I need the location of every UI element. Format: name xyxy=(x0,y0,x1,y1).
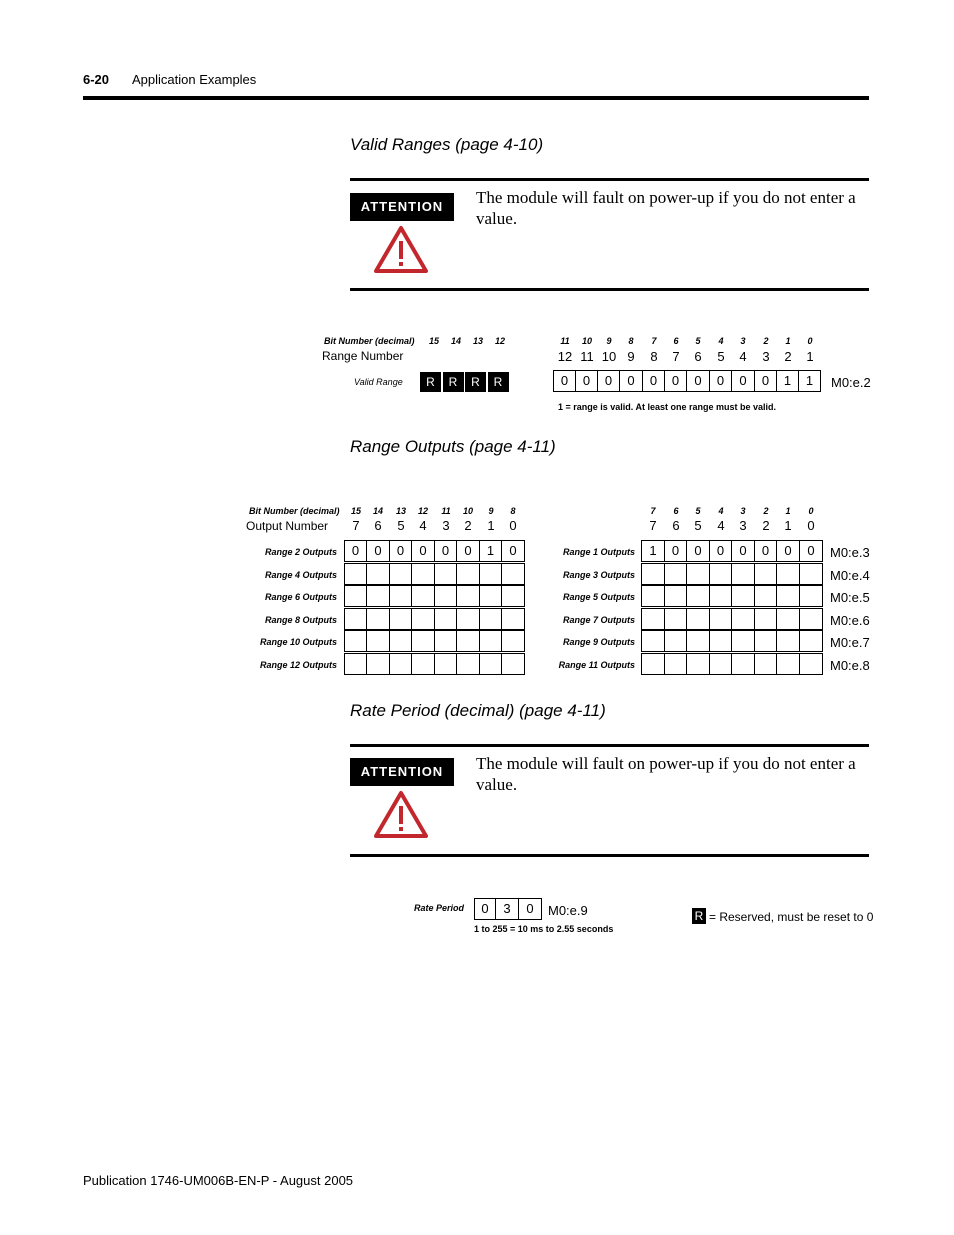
output-cell xyxy=(799,653,823,675)
output-cell: 0 xyxy=(456,540,480,562)
output-cell xyxy=(479,585,502,607)
bit-number: 14 xyxy=(450,336,461,346)
rate-period-label: Rate Period xyxy=(413,903,464,913)
row-address: M0:e.7 xyxy=(830,635,870,650)
rate-period-cell: 3 xyxy=(495,898,519,920)
output-cell: 0 xyxy=(501,540,525,562)
bit-number: 4 xyxy=(718,506,724,516)
output-cell xyxy=(664,563,687,585)
output-cell xyxy=(411,630,435,652)
output-cell xyxy=(709,563,732,585)
output-cell xyxy=(709,653,732,675)
output-number: 7 xyxy=(649,518,657,533)
header-rule xyxy=(83,96,869,100)
output-number: 2 xyxy=(464,518,472,533)
output-cell xyxy=(754,608,777,630)
bit-number: 14 xyxy=(372,506,383,516)
bit-number: 0 xyxy=(807,336,813,346)
range-number: 2 xyxy=(784,349,792,364)
output-cell xyxy=(389,653,412,675)
rate-period-address: M0:e.9 xyxy=(548,903,588,918)
bit-value-cell: 1 xyxy=(776,370,799,392)
bit-number: 9 xyxy=(606,336,612,346)
page-number: 6-20 xyxy=(83,72,110,87)
output-cell xyxy=(479,630,502,652)
output-cell xyxy=(501,653,525,675)
output-cell xyxy=(366,608,390,630)
bit-number: 10 xyxy=(581,336,592,346)
output-cell xyxy=(434,585,457,607)
bit-number: 13 xyxy=(472,336,483,346)
row-address: M0:e.3 xyxy=(830,545,870,560)
output-cell xyxy=(799,630,823,652)
bit-number: 2 xyxy=(763,336,769,346)
output-cell xyxy=(731,630,755,652)
row-label: Range 12 Outputs xyxy=(259,660,337,670)
warning-triangle-icon xyxy=(374,225,428,273)
row-label: Range 4 Outputs xyxy=(264,570,337,580)
output-cell xyxy=(389,585,412,607)
row-address: M0:e.6 xyxy=(830,613,870,628)
output-number-label: Output Number xyxy=(246,519,329,533)
output-cell: 0 xyxy=(776,540,800,562)
output-cell xyxy=(641,585,665,607)
output-cell xyxy=(686,653,710,675)
output-cell: 0 xyxy=(366,540,390,562)
output-cell xyxy=(501,630,525,652)
bit-number: 2 xyxy=(763,506,769,516)
output-cell xyxy=(434,653,457,675)
output-cell: 0 xyxy=(664,540,687,562)
output-cell: 0 xyxy=(731,540,755,562)
output-cell xyxy=(456,585,480,607)
bit-number: 7 xyxy=(650,506,656,516)
bit-number: 9 xyxy=(488,506,494,516)
range-number: 1 xyxy=(806,349,814,364)
output-cell xyxy=(709,630,732,652)
output-cell xyxy=(776,563,800,585)
output-number: 4 xyxy=(717,518,725,533)
output-cell: 1 xyxy=(479,540,502,562)
output-cell: 0 xyxy=(754,540,777,562)
bit-value-cell: 0 xyxy=(619,370,643,392)
rate-period-cell: 0 xyxy=(474,898,496,920)
output-cell xyxy=(479,653,502,675)
bit-number: 5 xyxy=(695,506,701,516)
bit-value-cell: 0 xyxy=(709,370,732,392)
output-cell xyxy=(709,585,732,607)
output-number: 5 xyxy=(694,518,702,533)
output-cell xyxy=(799,585,823,607)
row-address: M0:e.5 xyxy=(830,590,870,605)
row-label: Range 8 Outputs xyxy=(264,615,337,625)
bit-number: 8 xyxy=(628,336,634,346)
output-cell xyxy=(754,563,777,585)
range-number: 12 xyxy=(557,349,573,364)
range-outputs-heading: Range Outputs (page 4-11) xyxy=(350,437,556,456)
bit-value-cell: 0 xyxy=(553,370,576,392)
reserved-legend-text: = Reserved, must be reset to 0 xyxy=(709,910,874,924)
bit-number-label: Bit Number (decimal) xyxy=(324,336,415,346)
output-cell xyxy=(501,608,525,630)
bit-number: 13 xyxy=(395,506,406,516)
range-number: 4 xyxy=(739,349,747,364)
output-cell: 0 xyxy=(411,540,435,562)
output-cell xyxy=(799,563,823,585)
bit-value-cell: 1 xyxy=(798,370,821,392)
output-number: 1 xyxy=(487,518,495,533)
bit-number: 12 xyxy=(417,506,428,516)
output-number: 1 xyxy=(784,518,792,533)
valid-ranges-heading: Valid Ranges (page 4-10) xyxy=(350,135,544,154)
bit-number: 12 xyxy=(494,336,505,346)
output-number: 3 xyxy=(442,518,450,533)
attention-text: The module will fault on power-up if you do not enter a value. xyxy=(476,188,856,228)
output-number: 3 xyxy=(739,518,747,533)
bit-value-cell: 0 xyxy=(731,370,755,392)
output-cell xyxy=(389,630,412,652)
output-cell: 1 xyxy=(641,540,665,562)
range-number: 10 xyxy=(601,349,617,364)
row-label: Range 7 Outputs xyxy=(562,615,635,625)
output-cell xyxy=(754,630,777,652)
output-cell xyxy=(731,585,755,607)
output-cell: 0 xyxy=(434,540,457,562)
output-cell xyxy=(664,608,687,630)
section-title: Application Examples xyxy=(132,72,257,87)
bit-number: 7 xyxy=(651,336,657,346)
output-cell xyxy=(344,608,367,630)
output-cell xyxy=(731,563,755,585)
bit-number: 1 xyxy=(785,336,791,346)
range-number: 3 xyxy=(762,349,770,364)
valid-range-label: Valid Range xyxy=(354,377,403,387)
bit-number: 0 xyxy=(808,506,814,516)
bit-number: 4 xyxy=(718,336,724,346)
output-number: 0 xyxy=(807,518,815,533)
output-cell: 0 xyxy=(344,540,367,562)
output-cell xyxy=(456,630,480,652)
output-cell xyxy=(344,653,367,675)
bit-value-cell: 0 xyxy=(754,370,777,392)
output-number: 2 xyxy=(762,518,770,533)
output-cell xyxy=(389,563,412,585)
bit-number: 11 xyxy=(441,506,451,516)
output-cell xyxy=(411,608,435,630)
range-number: 5 xyxy=(717,349,725,364)
bit-number: 11 xyxy=(560,336,570,346)
bit-number: 15 xyxy=(428,336,439,346)
attention-bottom-rule-2 xyxy=(350,854,869,857)
bit-number: 3 xyxy=(740,336,746,346)
output-cell xyxy=(366,630,390,652)
output-cell xyxy=(366,585,390,607)
publication-footer: Publication 1746-UM006B-EN-P - August 2005 xyxy=(83,1173,354,1188)
output-cell xyxy=(434,630,457,652)
warning-triangle-icon xyxy=(374,790,428,838)
rate-period-note: 1 to 255 = 10 ms to 2.55 seconds xyxy=(474,924,614,934)
output-cell xyxy=(776,630,800,652)
output-cell xyxy=(434,608,457,630)
reserved-legend-symbol: R xyxy=(692,908,706,924)
outputs-bit-number-label: Bit Number (decimal) xyxy=(249,506,340,516)
output-cell xyxy=(411,585,435,607)
output-cell xyxy=(641,563,665,585)
bit-number: 3 xyxy=(740,506,746,516)
output-cell xyxy=(776,608,800,630)
output-cell xyxy=(799,608,823,630)
output-cell xyxy=(344,585,367,607)
attention-top-rule-2 xyxy=(350,744,869,747)
bit-number: 15 xyxy=(350,506,361,516)
reserved-bit: R xyxy=(488,372,509,392)
row-label: Range 9 Outputs xyxy=(562,637,635,647)
bit-value-cell: 0 xyxy=(664,370,687,392)
output-number: 5 xyxy=(397,518,405,533)
bit-value-cell: 0 xyxy=(686,370,710,392)
range-number: 6 xyxy=(694,349,702,364)
output-cell xyxy=(456,653,480,675)
row-label: Range 11 Outputs xyxy=(558,660,635,670)
output-cell xyxy=(686,563,710,585)
row-label: Range 1 Outputs xyxy=(562,547,635,557)
output-number: 4 xyxy=(419,518,427,533)
output-cell xyxy=(366,653,390,675)
range-number: 11 xyxy=(580,349,594,364)
bit-number: 6 xyxy=(673,336,679,346)
output-cell xyxy=(664,630,687,652)
output-cell xyxy=(641,608,665,630)
bit-number: 1 xyxy=(785,506,791,516)
row-label: Range 5 Outputs xyxy=(562,592,635,602)
output-cell xyxy=(709,608,732,630)
output-cell xyxy=(456,563,480,585)
row-label: Range 2 Outputs xyxy=(264,547,337,557)
reserved-bit: R xyxy=(420,372,441,392)
reserved-bit: R xyxy=(465,372,486,392)
output-cell xyxy=(731,653,755,675)
output-number: 7 xyxy=(352,518,360,533)
valid-range-note: 1 = range is valid. At least one range must be valid. xyxy=(558,402,776,412)
output-cell xyxy=(456,608,480,630)
bit-number: 6 xyxy=(673,506,679,516)
range-number: 8 xyxy=(650,349,658,364)
output-cell xyxy=(479,563,502,585)
output-cell: 0 xyxy=(709,540,732,562)
output-number: 6 xyxy=(374,518,382,533)
output-cell xyxy=(641,653,665,675)
attention-bottom-rule xyxy=(350,288,869,291)
bit-value-cell: 0 xyxy=(575,370,598,392)
rate-period-cell: 0 xyxy=(518,898,542,920)
attention-label: ATTENTION xyxy=(350,193,454,221)
rate-period-heading: Rate Period (decimal) (page 4-11) xyxy=(350,701,606,720)
reserved-bit: R xyxy=(443,372,464,392)
range-number-label: Range Number xyxy=(322,349,404,363)
output-cell xyxy=(664,653,687,675)
valid-range-address: M0:e.2 xyxy=(831,375,871,390)
output-cell xyxy=(434,563,457,585)
row-label: Range 10 Outputs xyxy=(259,637,337,647)
output-cell xyxy=(776,585,800,607)
attention-top-rule xyxy=(350,178,869,181)
output-cell xyxy=(686,585,710,607)
bit-number: 8 xyxy=(510,506,516,516)
output-cell xyxy=(479,608,502,630)
attention-text-2: The module will fault on power-up if you do not enter a value. xyxy=(476,754,856,794)
bit-number: 5 xyxy=(695,336,701,346)
row-address: M0:e.8 xyxy=(830,658,870,673)
output-cell xyxy=(411,653,435,675)
row-label: Range 6 Outputs xyxy=(264,592,337,602)
row-address: M0:e.4 xyxy=(830,568,870,583)
output-cell xyxy=(344,630,367,652)
output-cell xyxy=(686,608,710,630)
row-label: Range 3 Outputs xyxy=(562,570,635,580)
output-cell: 0 xyxy=(799,540,823,562)
output-cell xyxy=(686,630,710,652)
output-cell xyxy=(754,653,777,675)
range-number: 7 xyxy=(672,349,680,364)
attention-label-2: ATTENTION xyxy=(350,758,454,786)
output-cell xyxy=(344,563,367,585)
output-cell xyxy=(411,563,435,585)
output-cell xyxy=(641,630,665,652)
output-number: 0 xyxy=(509,518,517,533)
output-cell xyxy=(754,585,777,607)
output-cell xyxy=(664,585,687,607)
output-cell xyxy=(389,608,412,630)
output-cell xyxy=(501,563,525,585)
bit-number: 10 xyxy=(462,506,473,516)
output-cell xyxy=(501,585,525,607)
output-cell: 0 xyxy=(686,540,710,562)
range-number: 9 xyxy=(627,349,635,364)
output-cell xyxy=(731,608,755,630)
bit-value-cell: 0 xyxy=(597,370,620,392)
output-cell: 0 xyxy=(389,540,412,562)
output-cell xyxy=(776,653,800,675)
output-number: 6 xyxy=(672,518,680,533)
bit-value-cell: 0 xyxy=(642,370,665,392)
output-cell xyxy=(366,563,390,585)
